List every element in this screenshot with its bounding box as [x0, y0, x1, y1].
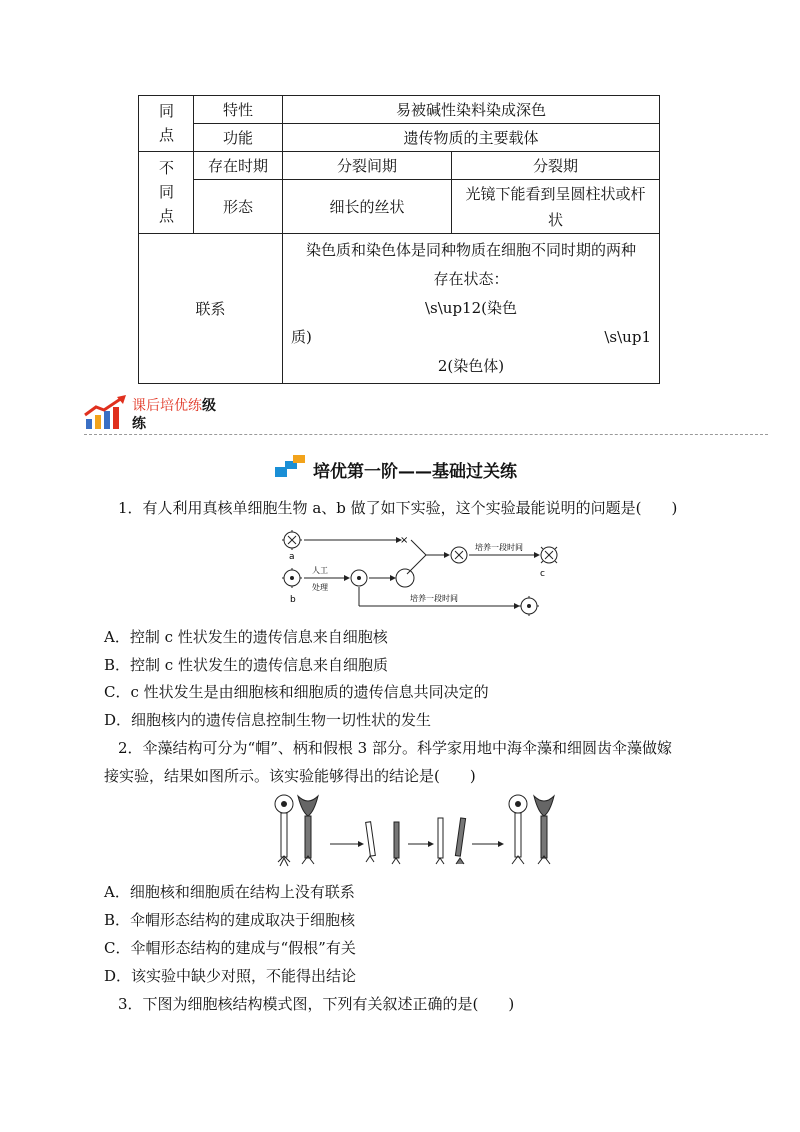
label-b: b — [290, 595, 296, 605]
hybrid-cell — [451, 547, 467, 563]
question-1-figure — [278, 526, 568, 618]
form-division-line2: 状 — [547, 210, 563, 229]
relation-line2: 存在状态： — [433, 270, 509, 288]
label-artificial: 人工 — [312, 566, 328, 575]
nucleus-x-mark: × — [400, 535, 409, 546]
function-label: 功能 — [194, 124, 283, 152]
q2-option-c: C．伞帽形态结构的建成与“假根”有关 — [104, 939, 356, 957]
period-interphase: 分裂间期 — [283, 152, 452, 180]
form-division-line1: 光镜下能看到呈圆柱状或杆 — [465, 184, 646, 203]
relation-line4-right: \s\up1 — [604, 328, 651, 346]
q2-option-b: B．伞帽形态结构的建成取决于细胞核 — [104, 911, 356, 929]
cytoplasm-cell — [396, 569, 414, 587]
question-3-stem: 3．下图为细胞核结构模式图，下列有关叙述正确的是( ) — [118, 995, 515, 1013]
enucleated-cell-b — [351, 570, 367, 586]
different-points-label: 不同点 — [139, 152, 194, 234]
cell-c — [541, 547, 557, 563]
result-crenulata-cap — [509, 795, 527, 864]
question-2-umbrella-algae-figure — [268, 792, 568, 872]
question-2-stem-line2: 接实验，结果如图所示。该实验能够得出的结论是( ) — [104, 767, 476, 785]
relation-line4-left: 质) — [291, 328, 312, 346]
q1-option-c: C．c 性状发生是由细胞核和细胞质的遗传信息共同决定的 — [104, 683, 489, 701]
chromatin-comparison-table — [138, 95, 660, 384]
graft-stalk-2 — [394, 822, 399, 858]
q2-option-d: D．该实验中缺少对照，不能得出结论 — [104, 967, 357, 985]
form-label: 形态 — [194, 180, 283, 234]
growth-chart-icon — [84, 395, 130, 431]
period-label: 存在时期 — [194, 152, 283, 180]
label-a: a — [289, 552, 295, 562]
result-mediterranea-cap — [534, 796, 554, 864]
stair-icon — [275, 455, 305, 479]
trait-label: 特性 — [194, 96, 283, 124]
algae-mediterranea — [275, 795, 293, 866]
q1-option-d: D．细胞核内的遗传信息控制生物一切性状的发生 — [104, 711, 432, 729]
q1-option-b: B．控制 c 性状发生的遗传信息来自细胞质 — [104, 656, 388, 674]
label-culture-top: 培养一段时间 — [475, 543, 523, 552]
cell-b-result — [519, 596, 539, 616]
graft-stalk-3 — [438, 818, 443, 858]
relation-line1: 染色质和染色体是同种物质在细胞不同时期的两种 — [305, 241, 636, 259]
section-divider — [84, 434, 768, 435]
relation-label: 联系 — [139, 234, 283, 384]
period-division: 分裂期 — [452, 152, 660, 180]
cell-b — [282, 568, 302, 588]
label-c: c — [540, 569, 545, 579]
label-culture-bottom: 培养一段时间 — [410, 594, 458, 603]
question-1-stem: 1．有人利用真核单细胞生物 a、b 做了如下实验，这个实验最能说明的问题是( ) — [118, 499, 678, 517]
q1-option-a: A．控制 c 性状发生的遗传信息来自细胞核 — [104, 628, 388, 646]
level-title: 培优第一阶——基础过关练 — [313, 462, 517, 482]
graft-stalk-1 — [366, 822, 376, 856]
graft-stalk-4 — [455, 818, 465, 856]
label-process: 处理 — [312, 583, 328, 592]
same-points-label: 同点 — [139, 96, 194, 152]
function-value: 遗传物质的主要载体 — [283, 124, 660, 152]
form-interphase: 细长的丝状 — [283, 180, 452, 234]
algae-crenulata — [298, 796, 318, 864]
question-2-stem-line1: 2．伞藻结构可分为“帽”、柄和假根 3 部分。科学家用地中海伞藻和细圆齿伞藻做嫁 — [118, 739, 672, 757]
relation-content — [283, 234, 660, 384]
cell-a — [282, 530, 302, 550]
q2-option-a: A．细胞核和细胞质在结构上没有联系 — [104, 883, 355, 901]
relation-line5: 2(染色体) — [437, 357, 505, 375]
form-division — [452, 180, 660, 234]
relation-line3: \s\up12(染色 — [424, 299, 517, 317]
section-title: 课后培优练级 练 — [132, 398, 216, 432]
trait-value: 易被碱性染料染成深色 — [283, 96, 660, 124]
